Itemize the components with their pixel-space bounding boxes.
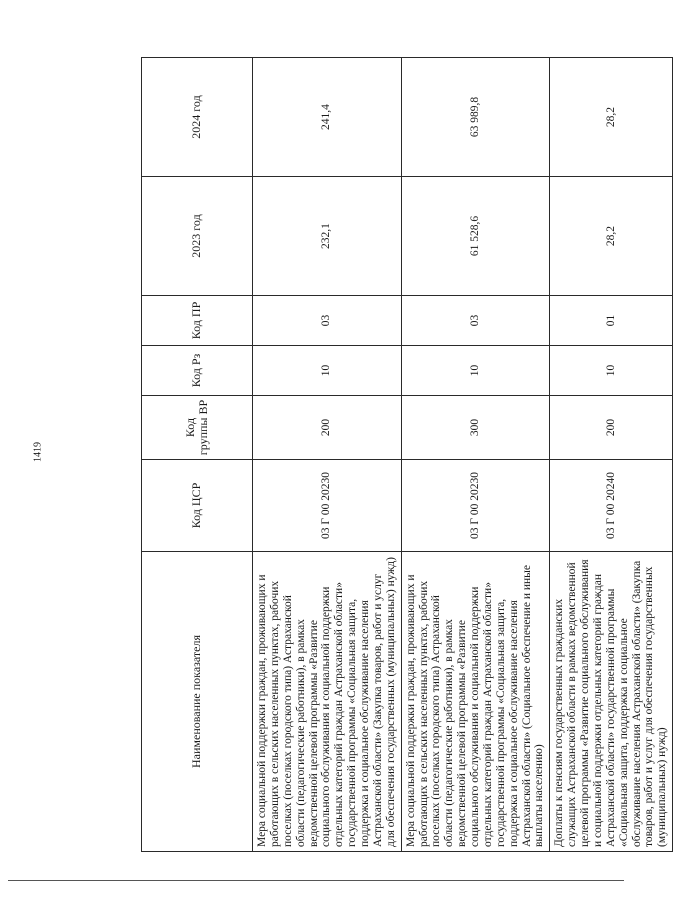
table-row [550,58,673,852]
row-csr: 03 Г 00 20240 [550,460,673,552]
header-year-2024: 2024 год [142,58,253,177]
row-year-2023: 232,1 [253,177,402,296]
page-number: 1419 [32,442,44,462]
row-name: Мера социальной поддержки граждан, проживающих и работающих в сельских населенных пунктах, рабочих поселках (поселках городского типа) Астраханской области (педагогические работники), в рамках ведомственной целевой программы «Развитие социального обслуживания и социальной поддержки отдельных категорий граждан Астраханской области» государственной программы «Социальная защита, поддержка и социальное обслуживание населения Астраханской области» (Закупка товаров, работ и услуг для обеспечения государственных (муниципальных) нужд) [253,552,402,852]
table-header-row [142,58,253,852]
row-name: Мера социальной поддержки граждан, проживающих и работающих в сельских населенных пунктах, рабочих поселках (поселках городского типа) Астраханской области (педагогические работники), в рамках ведомственной целевой программы «Развитие социального обслуживания и социальной поддержки отдельных категорий граждан Астраханской области» государственной программы «Социальная защита, поддержка и социальное обслуживание населения Астраханской области» (Социальное обеспечение и иные выплаты населению) [401,552,550,852]
row-year-2023: 61 528,6 [401,177,550,296]
row-year-2023: 28,2 [550,177,673,296]
header-pr: Код ПР [142,296,253,346]
row-vr: 200 [550,396,673,460]
row-year-2024: 241,4 [253,58,402,177]
row-pr: 01 [550,296,673,346]
row-year-2024: 63 989,8 [401,58,550,177]
header-vr: Код группы ВР [142,396,253,460]
header-csr: Код ЦСР [142,460,253,552]
row-vr: 300 [401,396,550,460]
table-row [253,58,402,852]
header-year-2023: 2023 год [142,177,253,296]
row-csr: 03 Г 00 20230 [401,460,550,552]
table-row [401,58,550,852]
budget-table [141,57,673,852]
header-name: Наименование показателя [142,552,253,852]
header-rz: Код Рз [142,346,253,396]
row-year-2024: 28,2 [550,58,673,177]
row-pr: 03 [253,296,402,346]
page-bottom-rule [8,880,624,881]
row-rz: 10 [253,346,402,396]
row-pr: 03 [401,296,550,346]
budget-table-container [141,58,669,852]
row-rz: 10 [550,346,673,396]
row-csr: 03 Г 00 20230 [253,460,402,552]
row-rz: 10 [401,346,550,396]
row-vr: 200 [253,396,402,460]
row-name: Доплаты к пенсиям государственных гражданских служащих Астраханской области в рамках ведомственной целевой программы «Развитие социального обслуживания и социальной поддержки отдельных категорий граждан Астраханской области» государственной программы «Социальная защита, поддержка и социальное обслуживание населения Астраханской области» (Закупка товаров, работ и услуг для обеспечения государственных (муниципальных) нужд) [550,552,673,852]
